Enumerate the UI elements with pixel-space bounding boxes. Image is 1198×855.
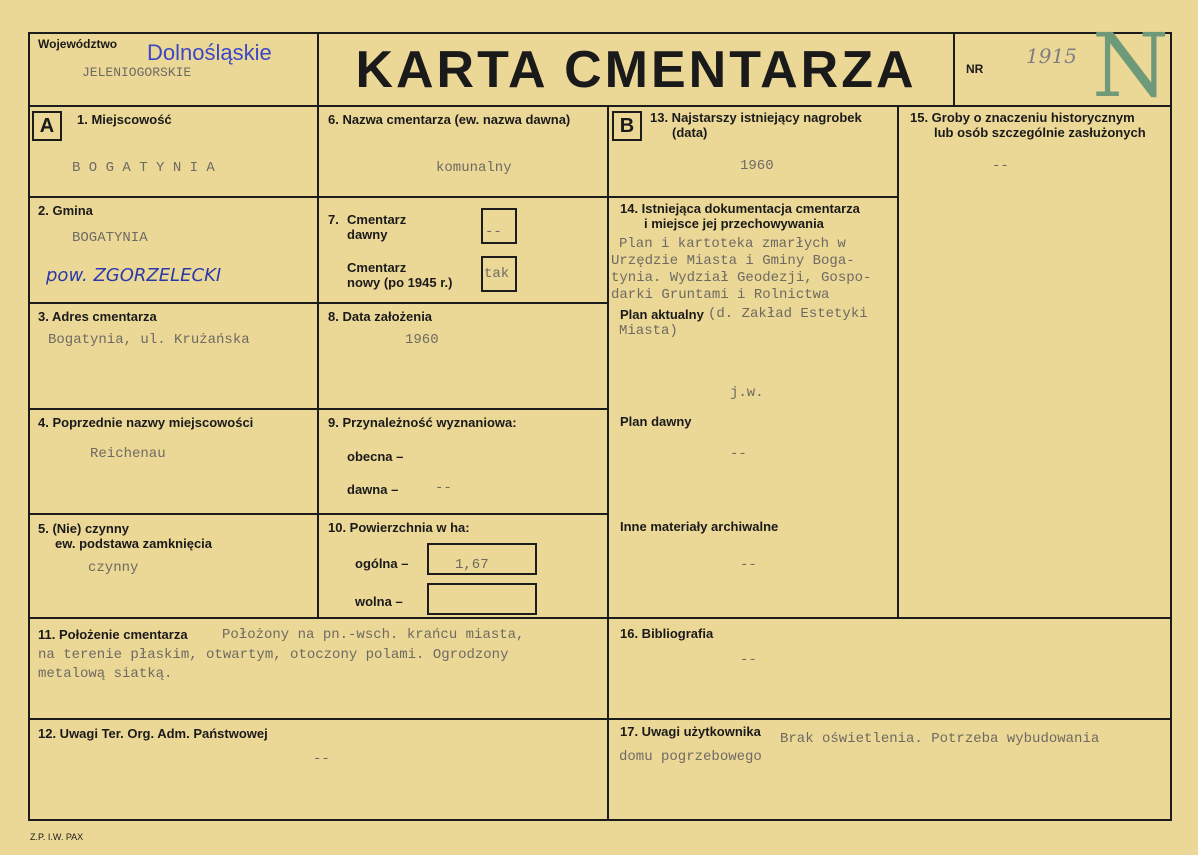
field-10-wolna-label: wolna – <box>355 594 403 609</box>
field-8-label: 8. Data założenia <box>328 309 433 324</box>
plan-aktualny-label: Plan aktualny <box>620 307 704 322</box>
col-line-3 <box>897 105 899 618</box>
field-15-value: -- <box>992 158 1009 174</box>
field-17-label: 17. Uwagi użytkownika <box>620 724 761 739</box>
field-7-nowy-label-2: nowy (po 1945 r.) <box>347 275 453 290</box>
frame-top <box>28 32 1172 34</box>
field-7-dawny-label-2: dawny <box>347 227 388 242</box>
row-line-1 <box>28 196 608 198</box>
field-12-value: -- <box>313 751 330 767</box>
field-5-value: czynny <box>88 560 139 576</box>
wojewodztwo-stamp: Dolnośląskie <box>147 40 272 65</box>
field-16-label: 16. Bibliografia <box>620 626 714 641</box>
col-line-2 <box>607 105 609 821</box>
printer-mark: Z.P. I.W. PAX <box>30 832 84 842</box>
wojewodztwo-typed: JELENIOGORSKIE <box>82 65 192 80</box>
col-line-1 <box>317 105 319 618</box>
nr-handwritten: 1915 <box>1026 44 1077 68</box>
field-12-label: 12. Uwagi Ter. Org. Adm. Państwowej <box>38 726 268 741</box>
field-2-value: BOGATYNIA <box>72 230 148 246</box>
field-6-label: 6. Nazwa cmentarza (ew. nazwa dawna) <box>328 112 571 127</box>
field-4-value: Reichenau <box>90 446 166 462</box>
field-10-wolna-box <box>427 583 537 615</box>
field-7-nowy-box <box>481 256 517 292</box>
field-2-handwritten: pow. ZGORZELECKI <box>46 265 222 286</box>
field-7-nowy-value: tak <box>484 266 510 282</box>
field-5-label-2: ew. podstawa zamknięcia <box>55 536 213 551</box>
field-5-label-1: 5. (Nie) czynny <box>38 521 130 536</box>
field-10-ogolna-box <box>427 543 537 575</box>
field-9-obecna-label: obecna – <box>347 449 404 464</box>
inne-materialy-label: Inne materiały archiwalne <box>620 519 779 534</box>
field-11-label: 11. Położenie cmentarza <box>38 627 188 642</box>
section-letter-b: B <box>612 111 642 141</box>
field-7-nowy-label-1: Cmentarz <box>347 260 407 275</box>
field-11-line-2: na terenie płaskim, otwartym, otoczony polami. Ogrodzony <box>38 647 509 663</box>
field-15-label-1: 15. Groby o znaczeniu historycznym <box>910 110 1135 125</box>
category-letter-stamp: N <box>1092 14 1169 117</box>
plan-dawny-value: -- <box>730 446 747 462</box>
section-letter-a: A <box>32 111 62 141</box>
field-13-label-2: (data) <box>672 125 708 140</box>
frame-bottom <box>28 819 1172 821</box>
field-13-value: 1960 <box>740 158 774 174</box>
field-17-line-2: domu pogrzebowego <box>619 749 762 765</box>
row-line-b <box>608 196 898 198</box>
field-7-number: 7. <box>328 212 339 227</box>
field-9-label: 9. Przynależność wyznaniowa: <box>328 415 517 430</box>
frame-right <box>1170 32 1172 821</box>
card-title: KARTA CMENTARZA <box>355 41 917 99</box>
field-3-label: 3. Adres cmentarza <box>38 309 157 324</box>
field-14-line-4: darki Gruntami i Rolnictwa <box>611 287 830 303</box>
field-13-label-1: 13. Najstarszy istniejący nagrobek <box>650 110 862 125</box>
plan-aktualny-value-3: j.w. <box>730 385 764 401</box>
field-7-dawny-value: -- <box>485 224 502 240</box>
row-line-6 <box>28 718 1172 720</box>
field-14-line-1: Plan i kartoteka zmarłych w <box>619 236 846 252</box>
plan-aktualny-value-1: (d. Zakład Estetyki <box>708 306 868 322</box>
field-3-value: Bogatynia, ul. Krużańska <box>48 332 250 348</box>
field-9-dawna-value: -- <box>435 480 452 496</box>
field-11-line-1: Położony na pn.-wsch. krańcu miasta, <box>222 627 525 643</box>
field-14-line-3: tynia. Wydział Geodezji, Gospo- <box>611 270 872 286</box>
field-10-ogolna-value: 1,67 <box>455 557 489 573</box>
field-16-value: -- <box>740 652 757 668</box>
inne-materialy-value: -- <box>740 557 757 573</box>
field-6-value: komunalny <box>436 160 512 176</box>
row-line-2 <box>28 302 608 304</box>
field-1-label: 1. Miejscowość <box>77 112 172 127</box>
row-line-3 <box>28 408 608 410</box>
field-10-ogolna-label: ogólna – <box>355 556 409 571</box>
field-15-label-2: lub osób szczególnie zasłużonych <box>934 125 1146 140</box>
field-14-line-2: Urzędzie Miasta i Gminy Boga- <box>611 253 855 269</box>
field-9-dawna-label: dawna – <box>347 482 399 497</box>
field-8-value: 1960 <box>405 332 439 348</box>
frame-left <box>28 32 30 821</box>
row-line-4 <box>28 513 608 515</box>
field-4-label: 4. Poprzednie nazwy miejscowości <box>38 415 254 430</box>
field-7-dawny-label-1: Cmentarz <box>347 212 407 227</box>
field-7-dawny-box <box>481 208 517 244</box>
field-17-line-1: Brak oświetlenia. Potrzeba wybudowania <box>780 731 1100 747</box>
nr-label: NR <box>966 62 984 76</box>
row-line-5 <box>28 617 1172 619</box>
field-10-label: 10. Powierzchnia w ha: <box>328 520 470 535</box>
field-14-label-1: 14. Istniejąca dokumentacja cmentarza <box>620 201 860 216</box>
wojewodztwo-label: Województwo <box>38 37 118 51</box>
field-2-label: 2. Gmina <box>38 203 93 218</box>
plan-aktualny-value-2: Miasta) <box>619 323 678 339</box>
header-bottom-line <box>28 105 1172 107</box>
field-14-label-2: i miejsce jej przechowywania <box>644 216 824 231</box>
plan-dawny-label: Plan dawny <box>620 414 692 429</box>
field-11-line-3: metalową siatką. <box>38 666 173 682</box>
field-1-value: B O G A T Y N I A <box>72 160 215 176</box>
